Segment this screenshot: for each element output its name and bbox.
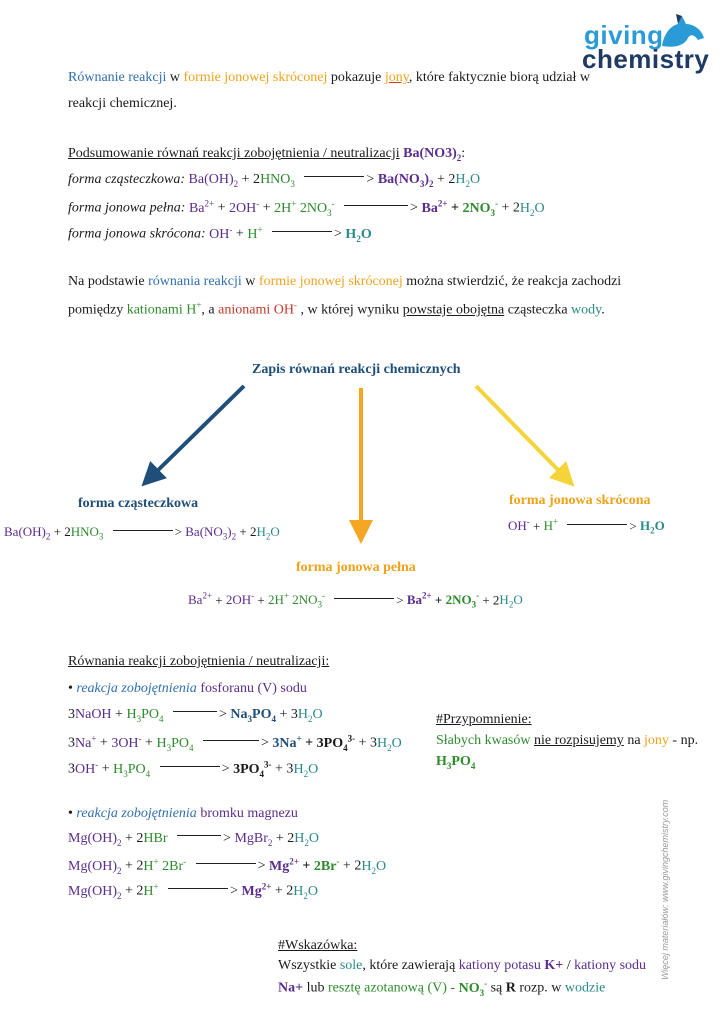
bullet-sodium-phosphate: • reakcja zobojętnienia fosforanu (V) sodu <box>68 681 307 696</box>
diagram-label-molecular: forma cząsteczkowa <box>78 496 199 511</box>
reminder-formula: $H_3PO_4$ <box>436 754 476 771</box>
arrow-to-molecular <box>150 386 244 478</box>
conclusion-line-1: Na podstawie równania reakcji w formie jonowej skróconej można stwierdzić, że reakcja zachodzi <box>68 274 622 289</box>
arrow-to-net-ionic <box>476 386 566 478</box>
equation-phosphate-molecular: 3NaOH + $H_3PO_4 > Na_3PO_4 + 3H_2O$ <box>68 707 323 724</box>
diagram-equation-molecular: $Ba(OH)_2 + 2HNO_3 > Ba(NO_3)_2 + 2H_2O$ <box>4 524 280 542</box>
diagram-equation-net-ionic: $OH^- + H^+ > H_2O$ <box>508 517 665 536</box>
website-watermark: Więcej materiałów: www.givingchemistry.com <box>660 799 670 980</box>
equation-bromide-net-ionic: $Mg(OH)_2 + 2H^+ > Mg^{2+} + 2H_2O$ <box>68 881 319 901</box>
equation-full-ionic: forma jonowa pełna: $Ba^{2+} + 2OH^- + 2H^+$ $2NO_3^- > Ba^{2+} + 2NO_3^- + 2H_2O$ <box>68 198 545 218</box>
neutralization-heading: Równania reakcji zobojętnienia / neutralizacji: <box>68 654 330 669</box>
intro-term-forma-skrocona: formie jonowej skróconej <box>183 70 328 85</box>
intro-text: , które faktycznie biorą udział w <box>408 70 591 85</box>
logo-text-chemistry: chemistry <box>582 44 710 74</box>
logo-text-giving: giving <box>584 20 664 50</box>
bullet-magnesium-bromide: • reakcja zobojętnienia bromku magnezu <box>68 806 298 821</box>
conclusion-line-2: pomiędzy kationami H+, a anionami OH- , w której wyniku powstaje obojętna cząsteczka wody. <box>68 300 605 318</box>
summary-heading-formula: $Ba(NO3)_2$ <box>403 146 462 163</box>
equation-bromide-full-ionic: $Mg(OH)_2 + 2H^+$ $2Br^- > Mg^{2+} + 2Br^- + 2H_2O$ <box>68 856 387 876</box>
intro-text: pokazuje <box>327 70 385 85</box>
equation-label: forma jonowa pełna: <box>68 200 186 216</box>
equation-net-ionic: forma jonowa skrócona: $OH^- + H^+ > H_2O$ <box>68 224 372 244</box>
diagram-title: Zapis równań reakcji chemicznych <box>252 362 461 377</box>
diagram-label-full-ionic: forma jonowa pełna <box>296 560 416 575</box>
hint-title: #Wskazówka: <box>278 938 358 953</box>
hint-line-1: Wszystkie sole, które zawierają kationy potasu K+ / kationy sodu <box>278 958 647 973</box>
equation-molecular: forma cząsteczkowa: $Ba(OH)_2 + 2HNO_3 > Ba(NO_3)_2 + 2H_2O$ <box>68 172 481 189</box>
reminder-title: #Przypomnienie: <box>436 712 532 727</box>
diagram-equation-full-ionic: $Ba^{2+} + 2OH^- + 2H^+$ $2NO_3^- > Ba^{2+} + 2NO_3^- + 2H_2O$ <box>188 591 523 610</box>
equation-phosphate-full-ionic: $3Na^+ + 3OH^- + H_3PO_4 > 3Na^+ + 3PO_4^{3-} + 3H_2O$ <box>68 733 402 753</box>
intro-text: w <box>166 70 184 85</box>
equation-bromide-molecular: $Mg(OH)_2 + 2HBr$ > MgBr$_2$ + $2H_2O$ <box>68 831 320 848</box>
intro-term-rownanie: Równanie reakcji <box>68 70 167 85</box>
reminder-text: Słabych kwasów nie rozpisujemy na jony - np. <box>436 733 699 748</box>
hint-line-2: Na+ lub resztę azotanową $(V) - NO_3^-$ są R rozp. w wodzie <box>278 978 606 998</box>
equation-phosphate-net-ionic: $3OH^- + H_3PO_4 > 3PO_4^{3-} + 3H_2O$ <box>68 759 319 779</box>
equation-label: forma jonowa skrócona: <box>68 226 206 242</box>
summary-heading: Podsumowanie równań reakcji zobojętnienia / neutralizacji $Ba(NO3)_2$: <box>68 146 466 163</box>
equation-label: forma cząsteczkowa: <box>68 172 186 187</box>
diagram-label-net-ionic: forma jonowa skrócona <box>509 493 651 508</box>
intro-term-jony: jony <box>384 70 409 85</box>
summary-heading-text: Podsumowanie równań reakcji zobojętnienia / neutralizacji <box>68 146 400 161</box>
intro-line-2: reakcji chemicznej. <box>68 96 177 111</box>
